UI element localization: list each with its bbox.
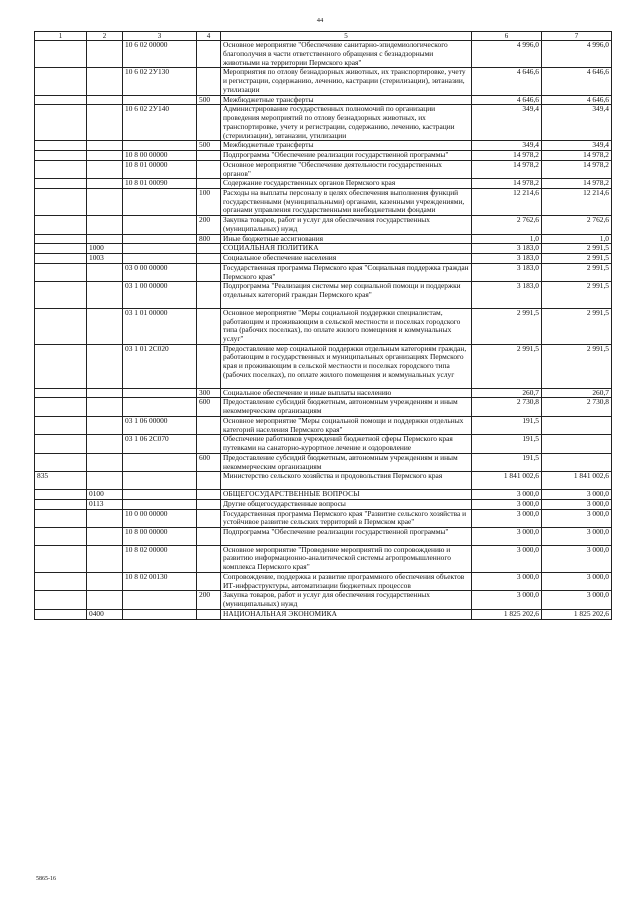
cell-description: Предоставление субсидий бюджетным, автономным учреждениям и иным некоммерческим организациям <box>221 398 472 416</box>
cell-amount-col7: 2 991,5 <box>542 263 612 281</box>
cell-amount-col7: 1 841 002,6 <box>542 472 612 490</box>
cell-amount-col6: 3 000,0 <box>472 499 542 509</box>
cell-description: ОБЩЕГОСУДАРСТВЕННЫЕ ВОПРОСЫ <box>221 490 472 500</box>
cell-amount-col6: 14 978,2 <box>472 160 542 178</box>
cell-target-code: 10 8 02 00000 <box>123 545 197 572</box>
cell-amount-col7: 2 991,5 <box>542 308 612 344</box>
cell-expense-type: 500 <box>197 141 221 151</box>
col-header-4: 4 <box>197 32 221 41</box>
cell-ministry-code <box>35 160 87 178</box>
cell-section-code: 0113 <box>87 499 123 509</box>
cell-section-code <box>87 545 123 572</box>
cell-expense-type <box>197 416 221 434</box>
cell-target-code: 10 6 02 2У140 <box>123 105 197 141</box>
cell-expense-type: 500 <box>197 95 221 105</box>
cell-ministry-code <box>35 572 87 590</box>
table-row <box>35 282 612 308</box>
cell-section-code: 1000 <box>87 244 123 254</box>
cell-description: Государственная программа Пермского края "Развитие сельского хозяйства и устойчивое развитие сельских территорий в Пермском крае" <box>221 509 472 527</box>
cell-section-code <box>87 263 123 281</box>
cell-expense-type <box>197 435 221 453</box>
cell-ministry-code <box>35 388 87 398</box>
cell-amount-col7: 3 000,0 <box>542 499 612 509</box>
cell-amount-col7: 2 991,5 <box>542 244 612 254</box>
cell-expense-type <box>197 490 221 500</box>
table-row <box>35 398 612 416</box>
cell-amount-col7: 3 000,0 <box>542 490 612 500</box>
cell-description: Обеспечение работников учреждений бюджетной сферы Пермского края путевками на санаторно-курортное лечение и оздоровление <box>221 435 472 453</box>
cell-section-code <box>87 398 123 416</box>
table-row <box>35 591 612 609</box>
cell-amount-col6: 191,5 <box>472 416 542 434</box>
cell-description: Закупка товаров, работ и услуг для обеспечения государственных (муниципальных) нужд <box>221 591 472 609</box>
cell-amount-col7: 14 978,2 <box>542 179 612 189</box>
cell-amount-col6: 191,5 <box>472 453 542 471</box>
cell-amount-col7: 1 825 202,6 <box>542 609 612 619</box>
cell-amount-col6: 3 000,0 <box>472 509 542 527</box>
cell-amount-col7: 3 000,0 <box>542 527 612 545</box>
cell-amount-col6: 3 000,0 <box>472 591 542 609</box>
cell-amount-col7: 14 978,2 <box>542 160 612 178</box>
cell-expense-type <box>197 282 221 308</box>
cell-amount-col6: 1 841 002,6 <box>472 472 542 490</box>
cell-target-code: 10 8 02 00130 <box>123 572 197 590</box>
cell-expense-type: 100 <box>197 189 221 216</box>
cell-expense-type <box>197 151 221 161</box>
cell-amount-col7: 2 991,5 <box>542 344 612 388</box>
cell-amount-col7: 2 762,6 <box>542 216 612 234</box>
col-header-6: 6 <box>472 32 542 41</box>
cell-description: Социальное обеспечение населения <box>221 254 472 264</box>
table-row <box>35 151 612 161</box>
cell-section-code <box>87 572 123 590</box>
cell-section-code <box>87 68 123 95</box>
cell-description: Расходы на выплаты персоналу в целях обеспечения выполнения функций государственными (муниципальными) органами, казенными учреждениями, органами управления государственными внебюджетными фондами <box>221 189 472 216</box>
cell-ministry-code <box>35 234 87 244</box>
cell-section-code <box>87 160 123 178</box>
cell-target-code <box>123 499 197 509</box>
cell-ministry-code <box>35 95 87 105</box>
cell-expense-type <box>197 509 221 527</box>
cell-amount-col7: 4 646,6 <box>542 95 612 105</box>
cell-expense-type: 600 <box>197 398 221 416</box>
budget-table <box>34 31 612 620</box>
cell-amount-col6: 349,4 <box>472 141 542 151</box>
cell-amount-col6: 3 000,0 <box>472 572 542 590</box>
cell-section-code <box>87 216 123 234</box>
cell-description: НАЦИОНАЛЬНАЯ ЭКОНОМИКА <box>221 609 472 619</box>
cell-section-code <box>87 435 123 453</box>
col-header-1: 1 <box>35 32 87 41</box>
cell-amount-col6: 191,5 <box>472 435 542 453</box>
cell-ministry-code <box>35 398 87 416</box>
cell-ministry-code <box>35 545 87 572</box>
table-row <box>35 490 612 500</box>
cell-description: Основное мероприятие "Обеспечение деятельности государственных органов" <box>221 160 472 178</box>
cell-amount-col7: 3 000,0 <box>542 545 612 572</box>
cell-ministry-code <box>35 453 87 471</box>
cell-amount-col6: 3 000,0 <box>472 527 542 545</box>
table-row <box>35 472 612 490</box>
cell-ministry-code <box>35 189 87 216</box>
cell-expense-type <box>197 499 221 509</box>
cell-target-code <box>123 234 197 244</box>
cell-target-code: 03 1 06 00000 <box>123 416 197 434</box>
table-row <box>35 416 612 434</box>
cell-target-code <box>123 453 197 471</box>
cell-target-code: 10 8 00 00000 <box>123 527 197 545</box>
cell-ministry-code <box>35 609 87 619</box>
table-row <box>35 609 612 619</box>
cell-target-code: 10 0 00 00000 <box>123 509 197 527</box>
cell-description: Государственная программа Пермского края "Социальная поддержка граждан Пермского края" <box>221 263 472 281</box>
cell-expense-type <box>197 609 221 619</box>
table-row <box>35 499 612 509</box>
cell-description: Администрирование государственных полномочий по организации проведения мероприятий по отлову безнадзорных животных, их транспортировке, учету и регистрации, содержанию, лечению, кастрации (стерилизации), эвтаназии, утилизации <box>221 105 472 141</box>
table-row <box>35 388 612 398</box>
cell-target-code: 10 8 01 00090 <box>123 179 197 189</box>
cell-expense-type <box>197 263 221 281</box>
cell-expense-type <box>197 472 221 490</box>
cell-amount-col7 <box>542 453 612 471</box>
cell-description: Сопровождение, поддержка и развитие программного обеспечения объектов ИТ-инфраструктуры, автоматизации бюджетных процессов <box>221 572 472 590</box>
cell-ministry-code <box>35 179 87 189</box>
cell-amount-col6: 1,0 <box>472 234 542 244</box>
table-row <box>35 216 612 234</box>
cell-target-code: 03 1 06 2С070 <box>123 435 197 453</box>
cell-target-code: 10 8 01 00000 <box>123 160 197 178</box>
cell-amount-col6: 3 183,0 <box>472 244 542 254</box>
cell-description: Социальное обеспечение и иные выплаты населению <box>221 388 472 398</box>
cell-target-code: 03 1 00 00000 <box>123 282 197 308</box>
cell-amount-col7: 3 000,0 <box>542 509 612 527</box>
table-row <box>35 179 612 189</box>
cell-description: Другие общегосударственные вопросы <box>221 499 472 509</box>
cell-target-code <box>123 472 197 490</box>
cell-expense-type <box>197 68 221 95</box>
cell-description: Иные бюджетные ассигнования <box>221 234 472 244</box>
cell-amount-col6: 2 991,5 <box>472 308 542 344</box>
cell-ministry-code <box>35 244 87 254</box>
table-row <box>35 141 612 151</box>
table-row <box>35 263 612 281</box>
cell-amount-col6: 260,7 <box>472 388 542 398</box>
cell-ministry-code <box>35 254 87 264</box>
cell-amount-col7: 2 730,8 <box>542 398 612 416</box>
cell-ministry-code: 835 <box>35 472 87 490</box>
cell-target-code <box>123 216 197 234</box>
table-row <box>35 545 612 572</box>
cell-ministry-code <box>35 151 87 161</box>
cell-section-code <box>87 95 123 105</box>
cell-amount-col7: 1,0 <box>542 234 612 244</box>
cell-section-code <box>87 527 123 545</box>
cell-target-code <box>123 490 197 500</box>
cell-ministry-code <box>35 435 87 453</box>
table-row <box>35 234 612 244</box>
cell-description: Подпрограмма "Реализация системы мер социальной помощи и поддержки отдельных категорий граждан Пермского края" <box>221 282 472 308</box>
cell-section-code <box>87 416 123 434</box>
page-number: 44 <box>316 17 324 24</box>
table-row <box>35 95 612 105</box>
cell-description: Основное мероприятие "Меры социальной помощи и поддержки отдельных категорий населения Пермского края" <box>221 416 472 434</box>
cell-amount-col6: 2 762,6 <box>472 216 542 234</box>
cell-amount-col7: 3 000,0 <box>542 572 612 590</box>
cell-description: Межбюджетные трансферты <box>221 141 472 151</box>
cell-target-code: 03 0 00 00000 <box>123 263 197 281</box>
cell-target-code <box>123 388 197 398</box>
col-header-3: 3 <box>123 32 197 41</box>
cell-amount-col7: 3 000,0 <box>542 591 612 609</box>
cell-ministry-code <box>35 216 87 234</box>
cell-section-code <box>87 453 123 471</box>
cell-ministry-code <box>35 41 87 68</box>
table-row <box>35 572 612 590</box>
table-row <box>35 244 612 254</box>
cell-section-code: 1003 <box>87 254 123 264</box>
cell-description: Межбюджетные трансферты <box>221 95 472 105</box>
cell-ministry-code <box>35 499 87 509</box>
table-row <box>35 308 612 344</box>
cell-target-code: 10 6 02 00000 <box>123 41 197 68</box>
cell-amount-col7 <box>542 416 612 434</box>
cell-amount-col6: 3 183,0 <box>472 254 542 264</box>
cell-description: Основное мероприятие "Проведение мероприятий по сопровождению и развитию информационно-аналитической системы агропромышленного комплекса Пермского края" <box>221 545 472 572</box>
table-row <box>35 254 612 264</box>
cell-amount-col6: 4 646,6 <box>472 95 542 105</box>
cell-target-code <box>123 609 197 619</box>
cell-amount-col7: 349,4 <box>542 141 612 151</box>
cell-expense-type <box>197 105 221 141</box>
cell-description: Основное мероприятие "Обеспечение санитарно-эпидемиологического благополучия в части ответственного обращения с безнадзорными животными на территории Пермского края" <box>221 41 472 68</box>
cell-ministry-code <box>35 263 87 281</box>
cell-section-code: 0100 <box>87 490 123 500</box>
cell-description: Предоставление мер социальной поддержки отдельным категориям граждан, работающим в государственных и муниципальных организациях Пермского края и проживающим в сельской местности и поселках городского типа (рабочих поселках), по оплате жилого помещения и коммунальных услуг <box>221 344 472 388</box>
cell-expense-type: 300 <box>197 388 221 398</box>
cell-target-code: 03 1 01 2С020 <box>123 344 197 388</box>
cell-amount-col6: 4 996,0 <box>472 41 542 68</box>
cell-description: Содержание государственных органов Пермского края <box>221 179 472 189</box>
cell-amount-col6: 14 978,2 <box>472 151 542 161</box>
cell-target-code: 10 8 00 00000 <box>123 151 197 161</box>
cell-amount-col6: 3 183,0 <box>472 263 542 281</box>
cell-target-code <box>123 141 197 151</box>
cell-section-code <box>87 105 123 141</box>
cell-target-code: 03 1 01 00000 <box>123 308 197 344</box>
table-row <box>35 160 612 178</box>
cell-expense-type <box>197 179 221 189</box>
cell-amount-col6: 3 000,0 <box>472 545 542 572</box>
cell-expense-type: 200 <box>197 591 221 609</box>
cell-amount-col6: 4 646,6 <box>472 68 542 95</box>
cell-ministry-code <box>35 591 87 609</box>
col-header-2: 2 <box>87 32 123 41</box>
cell-expense-type: 800 <box>197 234 221 244</box>
table-row <box>35 509 612 527</box>
cell-ministry-code <box>35 308 87 344</box>
cell-section-code <box>87 179 123 189</box>
cell-expense-type: 600 <box>197 453 221 471</box>
cell-amount-col7: 4 646,6 <box>542 68 612 95</box>
cell-section-code <box>87 41 123 68</box>
cell-amount-col7: 2 991,5 <box>542 282 612 308</box>
col-header-7: 7 <box>542 32 612 41</box>
cell-description: Подпрограмма "Обеспечение реализации государственной программы" <box>221 151 472 161</box>
cell-expense-type <box>197 254 221 264</box>
cell-expense-type <box>197 308 221 344</box>
cell-description: СОЦИАЛЬНАЯ ПОЛИТИКА <box>221 244 472 254</box>
cell-description: Министерство сельского хозяйства и продовольствия Пермского края <box>221 472 472 490</box>
cell-ministry-code <box>35 141 87 151</box>
cell-amount-col6: 14 978,2 <box>472 179 542 189</box>
cell-amount-col7: 349,4 <box>542 105 612 141</box>
cell-amount-col7 <box>542 435 612 453</box>
cell-ministry-code <box>35 509 87 527</box>
cell-amount-col6: 2 730,8 <box>472 398 542 416</box>
cell-expense-type <box>197 527 221 545</box>
cell-description: Подпрограмма "Обеспечение реализации государственной программы" <box>221 527 472 545</box>
cell-amount-col6: 349,4 <box>472 105 542 141</box>
cell-ministry-code <box>35 490 87 500</box>
header-row <box>35 32 612 41</box>
table-row <box>35 105 612 141</box>
cell-expense-type <box>197 160 221 178</box>
cell-amount-col6: 3 000,0 <box>472 490 542 500</box>
cell-description: Основное мероприятие "Меры социальной поддержки специалистам, работающим и проживающим в сельской местности и поселках городского типа (рабочих поселках), по оплате жилого помещения и коммунальных услуг" <box>221 308 472 344</box>
cell-expense-type <box>197 545 221 572</box>
cell-ministry-code <box>35 282 87 308</box>
cell-amount-col7: 2 991,5 <box>542 254 612 264</box>
cell-section-code <box>87 591 123 609</box>
cell-amount-col6: 1 825 202,6 <box>472 609 542 619</box>
cell-description: Закупка товаров, работ и услуг для обеспечения государственных (муниципальных) нужд <box>221 216 472 234</box>
cell-expense-type <box>197 572 221 590</box>
cell-section-code <box>87 509 123 527</box>
cell-target-code <box>123 189 197 216</box>
cell-expense-type <box>197 41 221 68</box>
cell-amount-col6: 2 991,5 <box>472 344 542 388</box>
cell-section-code <box>87 472 123 490</box>
cell-ministry-code <box>35 68 87 95</box>
cell-expense-type: 200 <box>197 216 221 234</box>
cell-description: Предоставление субсидий бюджетным, автономным учреждениям и иным некоммерческим организациям <box>221 453 472 471</box>
cell-target-code <box>123 244 197 254</box>
cell-ministry-code <box>35 527 87 545</box>
cell-expense-type <box>197 344 221 388</box>
table-row <box>35 344 612 388</box>
cell-section-code: 0400 <box>87 609 123 619</box>
cell-section-code <box>87 141 123 151</box>
cell-section-code <box>87 388 123 398</box>
cell-target-code: 10 6 02 2У130 <box>123 68 197 95</box>
cell-amount-col6: 3 183,0 <box>472 282 542 308</box>
table-row <box>35 189 612 216</box>
cell-target-code <box>123 591 197 609</box>
cell-amount-col7: 14 978,2 <box>542 151 612 161</box>
cell-amount-col7: 260,7 <box>542 388 612 398</box>
table-row <box>35 68 612 95</box>
cell-target-code <box>123 254 197 264</box>
cell-ministry-code <box>35 344 87 388</box>
cell-section-code <box>87 282 123 308</box>
cell-section-code <box>87 151 123 161</box>
cell-section-code <box>87 234 123 244</box>
cell-amount-col7: 12 214,6 <box>542 189 612 216</box>
cell-section-code <box>87 189 123 216</box>
cell-expense-type <box>197 244 221 254</box>
cell-ministry-code <box>35 416 87 434</box>
footer-code: 5865-16 <box>36 876 56 882</box>
cell-target-code <box>123 95 197 105</box>
cell-section-code <box>87 344 123 388</box>
cell-amount-col7: 4 996,0 <box>542 41 612 68</box>
table-row <box>35 453 612 471</box>
cell-ministry-code <box>35 105 87 141</box>
cell-amount-col6: 12 214,6 <box>472 189 542 216</box>
table-row <box>35 41 612 68</box>
table-row <box>35 435 612 453</box>
col-header-5: 5 <box>221 32 472 41</box>
table-row <box>35 527 612 545</box>
cell-target-code <box>123 398 197 416</box>
cell-description: Мероприятия по отлову безнадзорных животных, их транспортировке, учету и регистрации, содержанию, лечению, кастрации (стерилизации), эвтаназии, утилизации <box>221 68 472 95</box>
cell-section-code <box>87 308 123 344</box>
